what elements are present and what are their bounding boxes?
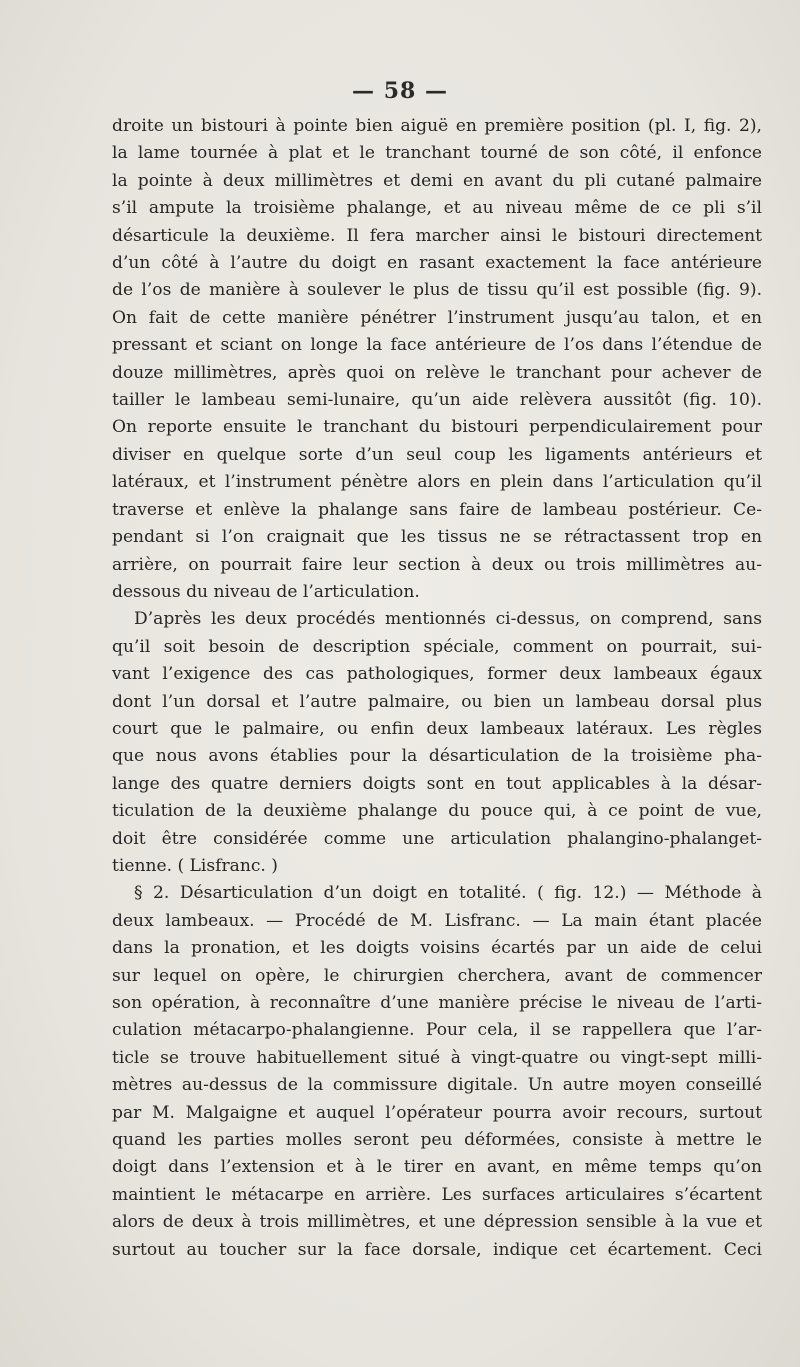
text-line: tailler le lambeau semi-lunaire, qu’un aide relèvera aussitôt (fig. 10). <box>112 390 762 411</box>
text-line: lange des quatre derniers doigts sont en tout applicables à la désar- <box>112 773 762 794</box>
text-line: diviser en quelque sorte d’un seul coup les ligaments antérieurs et <box>112 444 762 465</box>
text-line: § 2. Désarticulation d’un doigt en totalité. ( fig. 12.) — Méthode à <box>134 883 762 904</box>
text-line: maintient le métacarpe en arrière. Les surfaces articulaires s’écartent <box>112 1184 762 1205</box>
text-line: pressant et sciant on longe la face antérieure de l’os dans l’étendue de <box>112 335 762 356</box>
text-line: dans la pronation, et les doigts voisins écartés par un aide de celui <box>112 938 762 959</box>
text-line: vant l’exigence des cas pathologiques, former deux lambeaux égaux <box>112 664 762 685</box>
text-line: s’il ampute la troisième phalange, et au niveau même de ce pli s’il <box>112 198 762 219</box>
text-line: son opération, à reconnaître d’une manière précise le niveau de l’arti- <box>112 993 762 1013</box>
text-line: ticle se trouve habituellement situé à vingt-quatre ou vingt-sept milli- <box>112 1047 762 1068</box>
text-line: court que le palmaire, ou enfin deux lambeaux latéraux. Les règles <box>112 718 762 739</box>
text-line: droite un bistouri à pointe bien aiguë en première position (pl. I, fig. 2), <box>112 116 762 136</box>
text-line: désarticule la deuxième. Il fera marcher ainsi le bistouri directement <box>112 225 762 246</box>
page-number: — 58 — <box>352 78 448 104</box>
text-line: la pointe à deux millimètres et demi en avant du pli cutané palmaire <box>112 170 762 191</box>
text-line: quand les parties molles seront peu déformées, consiste à mettre le <box>112 1130 762 1151</box>
text-line: dessous du niveau de l’articulation. <box>112 581 420 602</box>
text-line: douze millimètres, après quoi on relève le tranchant pour achever de <box>112 362 762 383</box>
text-line: arrière, on pourrait faire leur section à deux ou trois millimètres au- <box>112 554 762 575</box>
text-line: deux lambeaux. — Procédé de M. Lisfranc. — La main étant placée <box>112 910 762 931</box>
text-line: dont l’un dorsal et l’autre palmaire, ou bien un lambeau dorsal plus <box>112 691 762 712</box>
text-line: sur lequel on opère, le chirurgien cherchera, avant de commencer <box>112 965 762 986</box>
text-line: que nous avons établies pour la désarticulation de la troisième pha- <box>112 746 762 767</box>
text-line: doigt dans l’extension et à le tirer en avant, en même temps qu’on <box>112 1157 762 1178</box>
text-line: surtout au toucher sur la face dorsale, indique cet écartement. Ceci <box>112 1239 762 1260</box>
text-line: d’un côté à l’autre du doigt en rasant exactement la face antérieure <box>112 253 762 274</box>
text-line: tienne. ( Lisfranc. ) <box>112 855 278 876</box>
text-line: doit être considérée comme une articulation phalangino-phalanget- <box>112 828 762 849</box>
text-line: de l’os de manière à soulever le plus de tissu qu’il est possible (fig. 9). <box>112 280 762 301</box>
text-line: On fait de cette manière pénétrer l’instrument jusqu’au talon, et en <box>112 307 762 328</box>
text-line: par M. Malgaigne et auquel l’opérateur pourra avoir recours, surtout <box>112 1102 762 1123</box>
text-line: latéraux, et l’instrument pénètre alors en plein dans l’articulation qu’il <box>112 472 762 493</box>
text-line: pendant si l’on craignait que les tissus ne se rétractassent trop en <box>112 527 762 548</box>
text-line: mètres au-dessus de la commissure digitale. Un autre moyen conseillé <box>112 1075 762 1096</box>
text-line: D’après les deux procédés mentionnés ci-dessus, on comprend, sans <box>134 609 762 630</box>
text-line: qu’il soit besoin de description spéciale, comment on pourrait, sui- <box>112 636 762 657</box>
text-line: ticulation de la deuxième phalange du pouce qui, à ce point de vue, <box>112 801 762 822</box>
text-line: On reporte ensuite le tranchant du bistouri perpendiculairement pour <box>112 417 762 438</box>
body-text <box>112 113 762 1264</box>
text-line: culation métacarpo-phalangienne. Pour cela, il se rappellera que l’ar- <box>112 1020 762 1041</box>
text-line: alors de deux à trois millimètres, et une dépression sensible à la vue et <box>112 1212 762 1233</box>
text-line: la lame tournée à plat et le tranchant tourné de son côté, il enfonce <box>112 143 762 164</box>
text-line: traverse et enlève la phalange sans faire de lambeau postérieur. Ce- <box>112 499 762 520</box>
